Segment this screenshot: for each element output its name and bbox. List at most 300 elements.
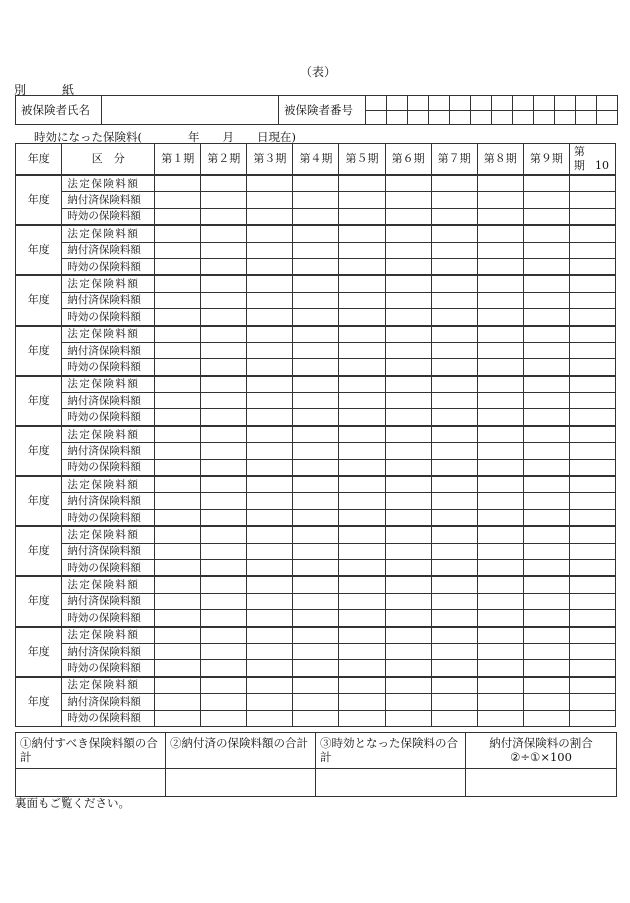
amount-cell[interactable] (247, 292, 293, 308)
amount-cell[interactable] (523, 225, 569, 242)
amount-cell[interactable] (477, 326, 523, 343)
amount-cell[interactable] (431, 476, 477, 493)
amount-cell[interactable] (339, 694, 385, 710)
insured-number-digit[interactable] (555, 96, 576, 111)
amount-cell[interactable] (155, 576, 201, 593)
amount-cell[interactable] (247, 576, 293, 593)
amount-cell[interactable] (247, 426, 293, 443)
amount-cell[interactable] (523, 258, 569, 275)
amount-cell[interactable] (247, 342, 293, 358)
amount-cell[interactable] (201, 543, 247, 559)
amount-cell[interactable] (477, 359, 523, 376)
amount-cell[interactable] (155, 459, 201, 476)
amount-cell[interactable] (385, 326, 431, 343)
amount-cell[interactable] (431, 576, 477, 593)
amount-cell[interactable] (247, 710, 293, 726)
amount-cell[interactable] (523, 610, 569, 627)
amount-cell[interactable] (569, 476, 615, 493)
insured-number-digit[interactable] (597, 96, 618, 111)
amount-cell[interactable] (569, 627, 615, 644)
amount-cell[interactable] (339, 342, 385, 358)
amount-cell[interactable] (339, 459, 385, 476)
amount-cell[interactable] (201, 710, 247, 726)
amount-cell[interactable] (201, 225, 247, 242)
amount-cell[interactable] (523, 459, 569, 476)
insured-number-digit[interactable] (408, 110, 429, 125)
amount-cell[interactable] (431, 509, 477, 526)
amount-cell[interactable] (201, 677, 247, 694)
amount-cell[interactable] (293, 342, 339, 358)
amount-cell[interactable] (247, 409, 293, 426)
amount-cell[interactable] (339, 258, 385, 275)
amount-cell[interactable] (201, 292, 247, 308)
amount-cell[interactable] (293, 610, 339, 627)
amount-cell[interactable] (293, 426, 339, 443)
amount-cell[interactable] (293, 409, 339, 426)
amount-cell[interactable] (293, 627, 339, 644)
amount-cell[interactable] (339, 326, 385, 343)
insured-number-digit[interactable] (387, 110, 408, 125)
summary-required-total-field[interactable] (16, 769, 166, 797)
amount-cell[interactable] (523, 526, 569, 543)
amount-cell[interactable] (431, 258, 477, 275)
amount-cell[interactable] (477, 175, 523, 192)
amount-cell[interactable] (385, 225, 431, 242)
amount-cell[interactable] (247, 627, 293, 644)
insured-name-field[interactable] (102, 96, 279, 125)
amount-cell[interactable] (293, 476, 339, 493)
amount-cell[interactable] (293, 275, 339, 292)
amount-cell[interactable] (569, 543, 615, 559)
amount-cell[interactable] (569, 376, 615, 393)
amount-cell[interactable] (247, 476, 293, 493)
amount-cell[interactable] (477, 476, 523, 493)
amount-cell[interactable] (201, 258, 247, 275)
amount-cell[interactable] (431, 677, 477, 694)
amount-cell[interactable] (247, 309, 293, 326)
amount-cell[interactable] (569, 576, 615, 593)
amount-cell[interactable] (477, 208, 523, 225)
amount-cell[interactable] (477, 660, 523, 677)
amount-cell[interactable] (339, 443, 385, 459)
amount-cell[interactable] (385, 275, 431, 292)
amount-cell[interactable] (569, 359, 615, 376)
amount-cell[interactable] (431, 275, 477, 292)
amount-cell[interactable] (477, 543, 523, 559)
amount-cell[interactable] (477, 258, 523, 275)
insured-number-digit[interactable] (429, 96, 450, 111)
amount-cell[interactable] (523, 326, 569, 343)
amount-cell[interactable] (247, 660, 293, 677)
year-cell[interactable]: 年度 (16, 376, 62, 426)
insured-number-digit[interactable] (366, 110, 387, 125)
amount-cell[interactable] (477, 192, 523, 208)
insured-number-digit[interactable] (450, 110, 471, 125)
amount-cell[interactable] (569, 493, 615, 509)
amount-cell[interactable] (201, 493, 247, 509)
amount-cell[interactable] (201, 476, 247, 493)
amount-cell[interactable] (477, 426, 523, 443)
amount-cell[interactable] (201, 443, 247, 459)
amount-cell[interactable] (569, 242, 615, 258)
amount-cell[interactable] (569, 459, 615, 476)
amount-cell[interactable] (431, 342, 477, 358)
amount-cell[interactable] (385, 242, 431, 258)
amount-cell[interactable] (431, 208, 477, 225)
amount-cell[interactable] (569, 409, 615, 426)
amount-cell[interactable] (339, 309, 385, 326)
amount-cell[interactable] (201, 326, 247, 343)
amount-cell[interactable] (339, 175, 385, 192)
amount-cell[interactable] (155, 509, 201, 526)
amount-cell[interactable] (477, 710, 523, 726)
amount-cell[interactable] (477, 526, 523, 543)
amount-cell[interactable] (247, 694, 293, 710)
amount-cell[interactable] (339, 393, 385, 409)
amount-cell[interactable] (569, 610, 615, 627)
insured-number-digit[interactable] (555, 110, 576, 125)
year-cell[interactable]: 年度 (16, 677, 62, 727)
amount-cell[interactable] (477, 393, 523, 409)
amount-cell[interactable] (477, 459, 523, 476)
amount-cell[interactable] (293, 208, 339, 225)
amount-cell[interactable] (293, 509, 339, 526)
amount-cell[interactable] (431, 443, 477, 459)
amount-cell[interactable] (293, 443, 339, 459)
amount-cell[interactable] (293, 493, 339, 509)
amount-cell[interactable] (155, 208, 201, 225)
amount-cell[interactable] (477, 643, 523, 659)
amount-cell[interactable] (339, 710, 385, 726)
amount-cell[interactable] (201, 409, 247, 426)
amount-cell[interactable] (155, 242, 201, 258)
insured-number-digit[interactable] (576, 110, 597, 125)
amount-cell[interactable] (201, 643, 247, 659)
amount-cell[interactable] (523, 677, 569, 694)
amount-cell[interactable] (477, 593, 523, 609)
amount-cell[interactable] (477, 409, 523, 426)
amount-cell[interactable] (155, 677, 201, 694)
amount-cell[interactable] (201, 342, 247, 358)
amount-cell[interactable] (523, 509, 569, 526)
amount-cell[interactable] (201, 559, 247, 576)
amount-cell[interactable] (385, 393, 431, 409)
amount-cell[interactable] (201, 192, 247, 208)
amount-cell[interactable] (201, 376, 247, 393)
amount-cell[interactable] (523, 275, 569, 292)
amount-cell[interactable] (155, 694, 201, 710)
amount-cell[interactable] (339, 208, 385, 225)
amount-cell[interactable] (293, 175, 339, 192)
amount-cell[interactable] (293, 694, 339, 710)
amount-cell[interactable] (339, 593, 385, 609)
amount-cell[interactable] (339, 576, 385, 593)
amount-cell[interactable] (247, 275, 293, 292)
amount-cell[interactable] (385, 526, 431, 543)
amount-cell[interactable] (385, 426, 431, 443)
amount-cell[interactable] (155, 526, 201, 543)
amount-cell[interactable] (431, 426, 477, 443)
amount-cell[interactable] (431, 309, 477, 326)
amount-cell[interactable] (247, 359, 293, 376)
amount-cell[interactable] (339, 476, 385, 493)
amount-cell[interactable] (155, 376, 201, 393)
amount-cell[interactable] (431, 694, 477, 710)
insured-number-digit[interactable] (471, 110, 492, 125)
amount-cell[interactable] (523, 443, 569, 459)
amount-cell[interactable] (339, 509, 385, 526)
insured-number-digit[interactable] (513, 96, 534, 111)
amount-cell[interactable] (155, 426, 201, 443)
amount-cell[interactable] (569, 342, 615, 358)
amount-cell[interactable] (477, 292, 523, 308)
insured-number-digit[interactable] (429, 110, 450, 125)
amount-cell[interactable] (247, 192, 293, 208)
amount-cell[interactable] (385, 643, 431, 659)
amount-cell[interactable] (569, 643, 615, 659)
amount-cell[interactable] (523, 576, 569, 593)
amount-cell[interactable] (523, 309, 569, 326)
amount-cell[interactable] (201, 459, 247, 476)
amount-cell[interactable] (523, 376, 569, 393)
year-cell[interactable]: 年度 (16, 576, 62, 626)
amount-cell[interactable] (247, 376, 293, 393)
amount-cell[interactable] (385, 694, 431, 710)
amount-cell[interactable] (293, 660, 339, 677)
amount-cell[interactable] (477, 627, 523, 644)
amount-cell[interactable] (431, 376, 477, 393)
year-cell[interactable]: 年度 (16, 275, 62, 325)
amount-cell[interactable] (523, 493, 569, 509)
amount-cell[interactable] (293, 292, 339, 308)
amount-cell[interactable] (155, 476, 201, 493)
amount-cell[interactable] (385, 443, 431, 459)
amount-cell[interactable] (523, 694, 569, 710)
amount-cell[interactable] (569, 326, 615, 343)
amount-cell[interactable] (569, 677, 615, 694)
amount-cell[interactable] (247, 610, 293, 627)
amount-cell[interactable] (201, 309, 247, 326)
amount-cell[interactable] (477, 376, 523, 393)
amount-cell[interactable] (201, 426, 247, 443)
amount-cell[interactable] (431, 627, 477, 644)
amount-cell[interactable] (385, 543, 431, 559)
insured-number-digit[interactable] (513, 110, 534, 125)
amount-cell[interactable] (523, 409, 569, 426)
amount-cell[interactable] (385, 509, 431, 526)
amount-cell[interactable] (385, 175, 431, 192)
amount-cell[interactable] (477, 275, 523, 292)
amount-cell[interactable] (385, 476, 431, 493)
amount-cell[interactable] (523, 660, 569, 677)
amount-cell[interactable] (293, 593, 339, 609)
amount-cell[interactable] (247, 258, 293, 275)
amount-cell[interactable] (385, 610, 431, 627)
amount-cell[interactable] (385, 576, 431, 593)
amount-cell[interactable] (431, 242, 477, 258)
amount-cell[interactable] (569, 393, 615, 409)
amount-cell[interactable] (569, 426, 615, 443)
amount-cell[interactable] (569, 509, 615, 526)
amount-cell[interactable] (339, 426, 385, 443)
amount-cell[interactable] (385, 559, 431, 576)
amount-cell[interactable] (385, 409, 431, 426)
amount-cell[interactable] (569, 443, 615, 459)
amount-cell[interactable] (477, 677, 523, 694)
amount-cell[interactable] (155, 543, 201, 559)
amount-cell[interactable] (201, 627, 247, 644)
amount-cell[interactable] (523, 175, 569, 192)
amount-cell[interactable] (155, 409, 201, 426)
amount-cell[interactable] (523, 359, 569, 376)
year-cell[interactable]: 年度 (16, 175, 62, 225)
amount-cell[interactable] (155, 175, 201, 192)
amount-cell[interactable] (339, 242, 385, 258)
amount-cell[interactable] (155, 710, 201, 726)
amount-cell[interactable] (293, 459, 339, 476)
amount-cell[interactable] (293, 242, 339, 258)
amount-cell[interactable] (201, 275, 247, 292)
amount-cell[interactable] (339, 359, 385, 376)
amount-cell[interactable] (293, 576, 339, 593)
amount-cell[interactable] (339, 677, 385, 694)
amount-cell[interactable] (569, 526, 615, 543)
amount-cell[interactable] (385, 192, 431, 208)
amount-cell[interactable] (155, 393, 201, 409)
summary-expired-total-field[interactable] (316, 769, 466, 797)
amount-cell[interactable] (247, 443, 293, 459)
summary-paid-ratio-field[interactable] (466, 769, 617, 797)
amount-cell[interactable] (201, 526, 247, 543)
amount-cell[interactable] (477, 509, 523, 526)
amount-cell[interactable] (247, 393, 293, 409)
amount-cell[interactable] (201, 610, 247, 627)
amount-cell[interactable] (201, 694, 247, 710)
amount-cell[interactable] (293, 710, 339, 726)
amount-cell[interactable] (201, 359, 247, 376)
amount-cell[interactable] (569, 309, 615, 326)
amount-cell[interactable] (339, 559, 385, 576)
insured-number-digit[interactable] (471, 96, 492, 111)
amount-cell[interactable] (385, 359, 431, 376)
amount-cell[interactable] (523, 710, 569, 726)
amount-cell[interactable] (385, 677, 431, 694)
amount-cell[interactable] (431, 192, 477, 208)
amount-cell[interactable] (155, 493, 201, 509)
amount-cell[interactable] (293, 192, 339, 208)
amount-cell[interactable] (523, 543, 569, 559)
amount-cell[interactable] (523, 393, 569, 409)
amount-cell[interactable] (523, 342, 569, 358)
amount-cell[interactable] (385, 660, 431, 677)
amount-cell[interactable] (431, 175, 477, 192)
amount-cell[interactable] (247, 509, 293, 526)
amount-cell[interactable] (385, 376, 431, 393)
amount-cell[interactable] (293, 359, 339, 376)
amount-cell[interactable] (339, 610, 385, 627)
amount-cell[interactable] (155, 610, 201, 627)
amount-cell[interactable] (431, 393, 477, 409)
amount-cell[interactable] (477, 610, 523, 627)
amount-cell[interactable] (247, 559, 293, 576)
amount-cell[interactable] (247, 459, 293, 476)
amount-cell[interactable] (477, 242, 523, 258)
summary-paid-total-field[interactable] (166, 769, 316, 797)
amount-cell[interactable] (431, 710, 477, 726)
amount-cell[interactable] (431, 326, 477, 343)
insured-number-digit[interactable] (534, 96, 555, 111)
amount-cell[interactable] (293, 559, 339, 576)
amount-cell[interactable] (477, 559, 523, 576)
amount-cell[interactable] (155, 627, 201, 644)
insured-number-digit[interactable] (408, 96, 429, 111)
insured-number-digit[interactable] (534, 110, 555, 125)
amount-cell[interactable] (385, 342, 431, 358)
amount-cell[interactable] (477, 694, 523, 710)
amount-cell[interactable] (247, 526, 293, 543)
amount-cell[interactable] (155, 443, 201, 459)
amount-cell[interactable] (385, 258, 431, 275)
amount-cell[interactable] (293, 643, 339, 659)
year-cell[interactable]: 年度 (16, 526, 62, 576)
amount-cell[interactable] (293, 309, 339, 326)
amount-cell[interactable] (201, 208, 247, 225)
amount-cell[interactable] (247, 175, 293, 192)
amount-cell[interactable] (569, 208, 615, 225)
amount-cell[interactable] (431, 543, 477, 559)
insured-number-digit[interactable] (450, 96, 471, 111)
amount-cell[interactable] (339, 493, 385, 509)
amount-cell[interactable] (155, 225, 201, 242)
amount-cell[interactable] (339, 543, 385, 559)
amount-cell[interactable] (477, 342, 523, 358)
amount-cell[interactable] (247, 208, 293, 225)
year-cell[interactable]: 年度 (16, 326, 62, 376)
amount-cell[interactable] (339, 409, 385, 426)
insured-number-digit[interactable] (597, 110, 618, 125)
amount-cell[interactable] (385, 459, 431, 476)
amount-cell[interactable] (339, 376, 385, 393)
amount-cell[interactable] (155, 660, 201, 677)
amount-cell[interactable] (523, 643, 569, 659)
amount-cell[interactable] (293, 526, 339, 543)
amount-cell[interactable] (569, 275, 615, 292)
amount-cell[interactable] (339, 660, 385, 677)
amount-cell[interactable] (247, 593, 293, 609)
amount-cell[interactable] (293, 677, 339, 694)
amount-cell[interactable] (155, 359, 201, 376)
amount-cell[interactable] (293, 225, 339, 242)
amount-cell[interactable] (201, 576, 247, 593)
insured-number-digit[interactable] (576, 96, 597, 111)
amount-cell[interactable] (569, 225, 615, 242)
amount-cell[interactable] (431, 526, 477, 543)
amount-cell[interactable] (569, 710, 615, 726)
amount-cell[interactable] (339, 192, 385, 208)
amount-cell[interactable] (431, 225, 477, 242)
amount-cell[interactable] (201, 242, 247, 258)
amount-cell[interactable] (431, 593, 477, 609)
amount-cell[interactable] (523, 292, 569, 308)
amount-cell[interactable] (385, 493, 431, 509)
amount-cell[interactable] (431, 559, 477, 576)
amount-cell[interactable] (155, 275, 201, 292)
year-cell[interactable]: 年度 (16, 225, 62, 275)
amount-cell[interactable] (477, 443, 523, 459)
amount-cell[interactable] (431, 409, 477, 426)
insured-number-digit[interactable] (387, 96, 408, 111)
amount-cell[interactable] (569, 694, 615, 710)
